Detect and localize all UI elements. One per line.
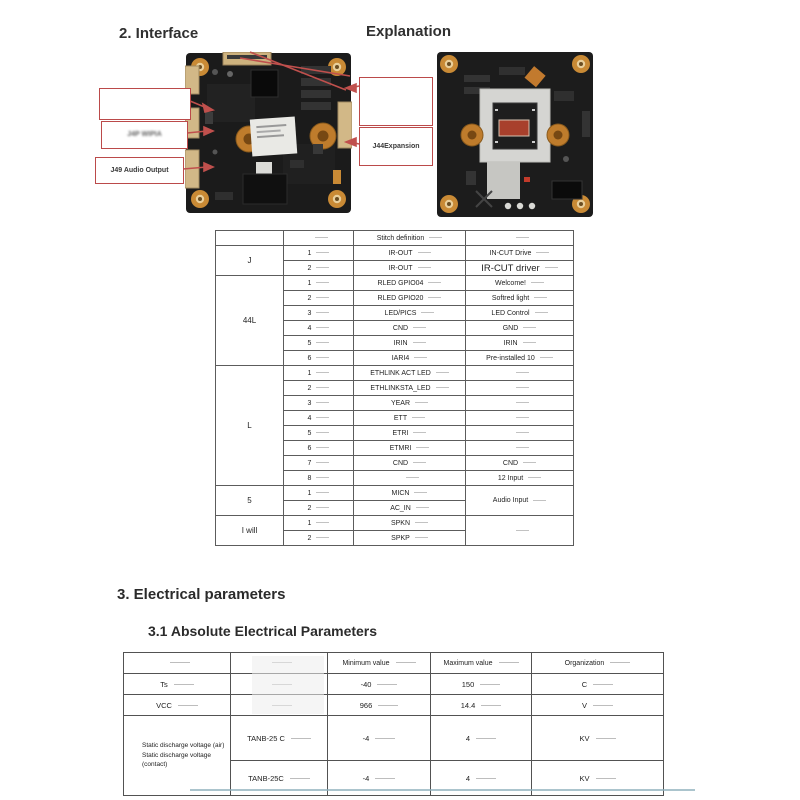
pin-definition-table bbox=[215, 230, 574, 546]
pin-signal: ETT bbox=[354, 411, 466, 426]
pin-header-cell bbox=[216, 231, 284, 246]
explanation-label: Explanation bbox=[366, 23, 452, 40]
elec-max-value: 4 bbox=[431, 716, 532, 761]
elec-table-row bbox=[124, 716, 664, 761]
pin-number: 2 bbox=[284, 501, 354, 516]
pin-desc: IR-CUT driver bbox=[466, 261, 574, 276]
pin-desc: GND bbox=[466, 321, 574, 336]
pin-number: 2 bbox=[284, 381, 354, 396]
pin-number: 6 bbox=[284, 441, 354, 456]
elec-unit: KV bbox=[532, 761, 664, 796]
elec-condition: TANB-25 C bbox=[231, 716, 328, 761]
pin-number: 7 bbox=[284, 456, 354, 471]
pin-number: 2 bbox=[284, 261, 354, 276]
pin-signal: MICN bbox=[354, 486, 466, 501]
elec-condition: TANB-25C bbox=[231, 761, 328, 796]
pin-header-cell bbox=[284, 231, 354, 246]
pin-number: 8 bbox=[284, 471, 354, 486]
elec-header-org: Organization bbox=[532, 653, 664, 674]
pin-number: 1 bbox=[284, 516, 354, 531]
pin-desc bbox=[466, 441, 574, 456]
pin-number: 1 bbox=[284, 276, 354, 291]
section-interface-title: 2. Interface bbox=[119, 25, 199, 42]
image-sensor-icon bbox=[499, 120, 529, 136]
pin-number: 5 bbox=[284, 426, 354, 441]
elec-table-row bbox=[124, 695, 664, 716]
pin-number: 1 bbox=[284, 486, 354, 501]
pin-group-label: I will bbox=[216, 516, 284, 546]
pin-table-row bbox=[216, 246, 574, 261]
elec-unit: V bbox=[532, 695, 664, 716]
pin-desc: LED Control bbox=[466, 306, 574, 321]
elec-param-name: Ts bbox=[124, 674, 231, 695]
pin-desc: Welcome! bbox=[466, 276, 574, 291]
pin-signal: LED/PICS bbox=[354, 306, 466, 321]
pin-signal: SPKP bbox=[354, 531, 466, 546]
pin-desc: IRIN bbox=[466, 336, 574, 351]
elec-param-name: VCC bbox=[124, 695, 231, 716]
elec-header-max: Maximum value bbox=[431, 653, 532, 674]
section-absolute-title: 3.1 Absolute Electrical Parameters bbox=[148, 623, 378, 639]
pin-group-label: 5 bbox=[216, 486, 284, 516]
pin-table-row bbox=[216, 366, 574, 381]
elec-min-value: 966 bbox=[328, 695, 431, 716]
pin-signal: ETHLINKSTA_LED bbox=[354, 381, 466, 396]
pin-group-label: J bbox=[216, 246, 284, 276]
pin-signal: RLED GPIO04 bbox=[354, 276, 466, 291]
pcb-front-image bbox=[185, 52, 352, 214]
callout-box-expansion bbox=[359, 127, 433, 166]
pin-signal: ETMRI bbox=[354, 441, 466, 456]
elec-condition bbox=[231, 674, 328, 695]
pin-desc bbox=[466, 426, 574, 441]
pin-desc bbox=[466, 411, 574, 426]
pin-desc bbox=[466, 381, 574, 396]
pin-header-definition: Stitch definition bbox=[354, 231, 466, 246]
section-electrical-title: 3. Electrical parameters bbox=[117, 586, 286, 603]
pin-signal: IR-OUT bbox=[354, 246, 466, 261]
elec-min-value: -4 bbox=[328, 716, 431, 761]
elec-header-cell bbox=[124, 653, 231, 674]
elec-max-value: 14.4 bbox=[431, 695, 532, 716]
pin-number: 2 bbox=[284, 531, 354, 546]
pin-desc: Pre-installed 10 bbox=[466, 351, 574, 366]
callout-label: J44Expansion bbox=[372, 142, 420, 150]
pin-signal: AC_IN bbox=[354, 501, 466, 516]
elec-table-row bbox=[124, 674, 664, 695]
pin-table-row bbox=[216, 516, 574, 531]
pin-number: 4 bbox=[284, 321, 354, 336]
pin-desc: CND bbox=[466, 456, 574, 471]
pin-signal: ETRI bbox=[354, 426, 466, 441]
pin-number: 1 bbox=[284, 366, 354, 381]
pin-number: 4 bbox=[284, 411, 354, 426]
pin-signal: RLED GPIO20 bbox=[354, 291, 466, 306]
pin-group-label: L bbox=[216, 366, 284, 486]
callout-box-mid-left bbox=[101, 121, 188, 149]
pin-number: 6 bbox=[284, 351, 354, 366]
elec-max-value: 4 bbox=[431, 761, 532, 796]
pin-number: 3 bbox=[284, 306, 354, 321]
elec-unit: KV bbox=[532, 716, 664, 761]
pin-signal: CND bbox=[354, 321, 466, 336]
pin-desc: IN-CUT Drive bbox=[466, 246, 574, 261]
pin-desc bbox=[466, 396, 574, 411]
pin-number: 2 bbox=[284, 291, 354, 306]
elec-header-cell bbox=[231, 653, 328, 674]
pin-desc: 12 Input bbox=[466, 471, 574, 486]
pin-table-row bbox=[216, 276, 574, 291]
pin-number: 3 bbox=[284, 396, 354, 411]
pin-number: 1 bbox=[284, 246, 354, 261]
pin-signal: ETHLINK ACT LED bbox=[354, 366, 466, 381]
elec-param-name: Static discharge voltage (air) Static discharge voltage (contact) bbox=[124, 716, 231, 796]
callout-box-blank-right bbox=[359, 77, 433, 126]
pin-table-row bbox=[216, 486, 574, 501]
pin-group-label: 44L bbox=[216, 276, 284, 366]
elec-min-value: -40 bbox=[328, 674, 431, 695]
bottom-divider bbox=[190, 789, 695, 791]
pin-signal: SPKN bbox=[354, 516, 466, 531]
callout-label: J4P WIPIA bbox=[127, 131, 162, 139]
callout-box-blank-left bbox=[99, 88, 191, 120]
expansion-connector-icon bbox=[338, 102, 352, 148]
pin-signal: IR-OUT bbox=[354, 261, 466, 276]
callout-box-audio-output bbox=[95, 157, 184, 184]
callout-label: J49 Audio Output bbox=[110, 166, 169, 174]
audio-connector-icon bbox=[185, 150, 199, 188]
pin-signal: YEAR bbox=[354, 396, 466, 411]
elec-header-min: Minimum value bbox=[328, 653, 431, 674]
pin-table-header-row bbox=[216, 231, 574, 246]
pin-signal bbox=[354, 471, 466, 486]
pin-number: 5 bbox=[284, 336, 354, 351]
pin-desc: Softred light bbox=[466, 291, 574, 306]
label-sticker-icon bbox=[250, 116, 297, 156]
pin-desc bbox=[466, 516, 574, 546]
electrical-parameters-table bbox=[123, 652, 664, 796]
pin-signal: IRIN bbox=[354, 336, 466, 351]
elec-header-row bbox=[124, 653, 664, 674]
pcb-back-image bbox=[436, 51, 594, 218]
pin-signal: CND bbox=[354, 456, 466, 471]
elec-condition bbox=[231, 695, 328, 716]
pin-header-cell bbox=[466, 231, 574, 246]
pin-signal: IARI4 bbox=[354, 351, 466, 366]
pin-desc: Audio Input bbox=[466, 486, 574, 516]
elec-max-value: 150 bbox=[431, 674, 532, 695]
pin-desc bbox=[466, 366, 574, 381]
elec-unit: C bbox=[532, 674, 664, 695]
elec-min-value: -4 bbox=[328, 761, 431, 796]
